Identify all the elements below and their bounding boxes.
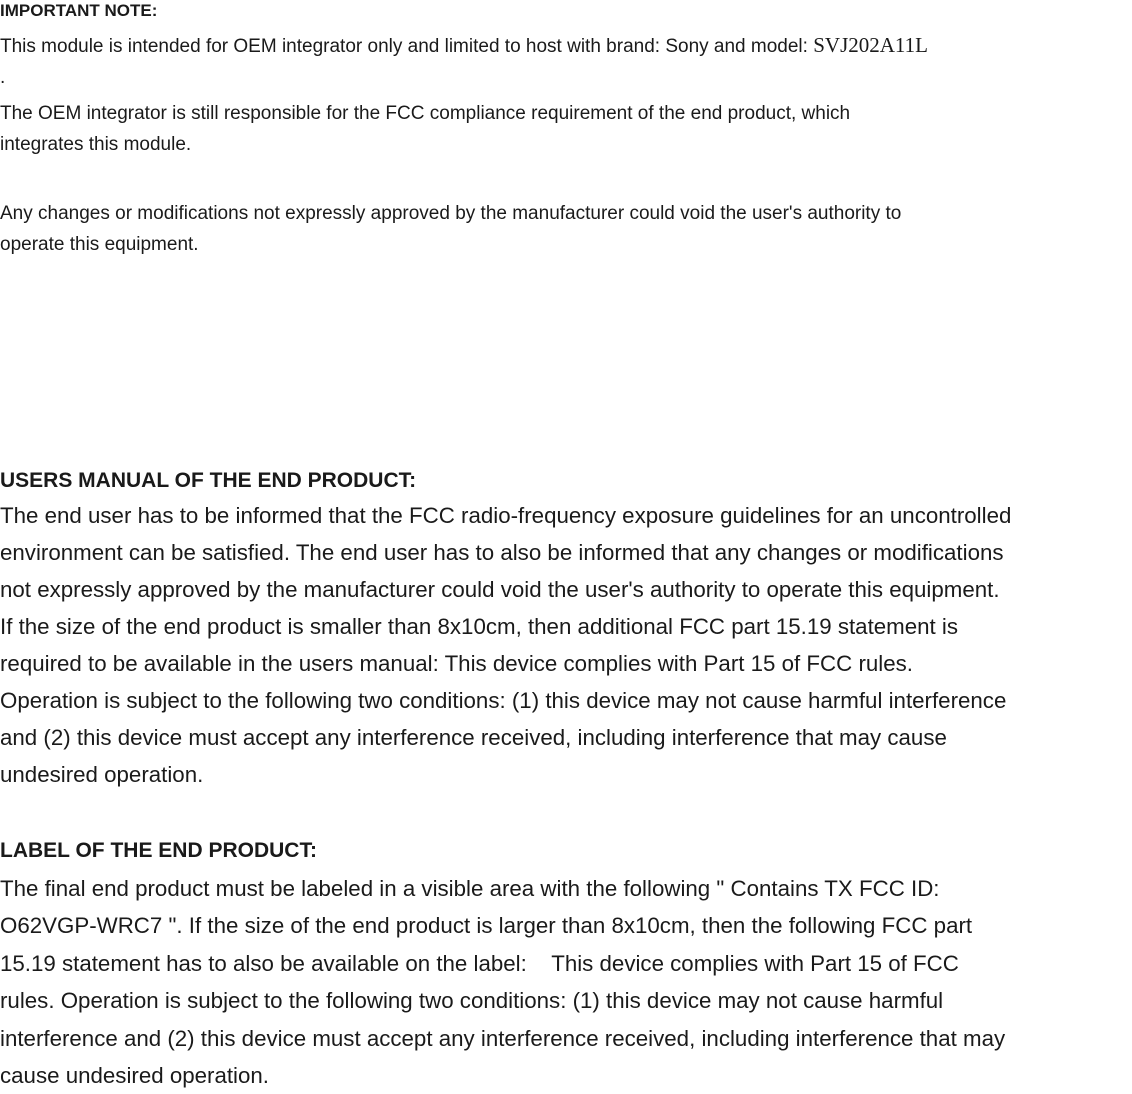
users-manual-line: and (2) this device must accept any interference received, including interference that may cause — [0, 725, 947, 750]
label-line: 15.19 statement has to also be available on the label: This device complies with Part 15 of FCC — [0, 951, 959, 976]
label-heading: LABEL OF THE END PRODUCT: — [0, 839, 317, 862]
important-note-line-3: The OEM integrator is still responsible for the FCC compliance requirement of the end product, which — [0, 103, 851, 124]
important-note-line-4: integrates this module. — [0, 134, 192, 155]
important-note-heading: IMPORTANT NOTE: — [0, 1, 158, 20]
users-manual-line: not expressly approved by the manufacturer could void the user's authority to operate this equipment. — [0, 577, 1000, 602]
users-manual-line: required to be available in the users manual: This device complies with Part 15 of FCC rules. — [0, 651, 913, 676]
important-note-line-2: . — [0, 67, 6, 88]
users-manual-line: The end user has to be informed that the FCC radio-frequency exposure guidelines for an uncontrolled — [0, 503, 1012, 528]
users-manual-line: If the size of the end product is smaller than 8x10cm, then additional FCC part 15.19 statement is — [0, 614, 959, 639]
label-line: cause undesired operation. — [0, 1063, 269, 1088]
users-manual-line: environment can be satisfied. The end user has to also be informed that any changes or modifications — [0, 540, 1004, 565]
important-note-line-6: operate this equipment. — [0, 234, 199, 255]
important-note-line-5: Any changes or modifications not expressly approved by the manufacturer could void the user's authority to — [0, 203, 902, 224]
users-manual-heading: USERS MANUAL OF THE END PRODUCT: — [0, 469, 417, 492]
users-manual-line: Operation is subject to the following two conditions: (1) this device may not cause harmful interference — [0, 688, 1007, 713]
label-line: The final end product must be labeled in a visible area with the following " Contains TX FCC ID: — [0, 876, 940, 901]
users-manual-line: undesired operation. — [0, 762, 204, 787]
label-line: interference and (2) this device must accept any interference received, including interference that may — [0, 1026, 1006, 1051]
important-note-line-1-text: This module is intended for OEM integrator only and limited to host with brand: Sony and model: — [0, 36, 814, 57]
important-note-line-1 — [0, 30, 928, 62]
label-line: rules. Operation is subject to the following two conditions: (1) this device may not cause harmful — [0, 988, 944, 1013]
model-number: SVJ202A11L — [813, 33, 928, 57]
label-line: O62VGP-WRC7 ". If the size of the end product is larger than 8x10cm, then the following FCC part — [0, 913, 973, 938]
